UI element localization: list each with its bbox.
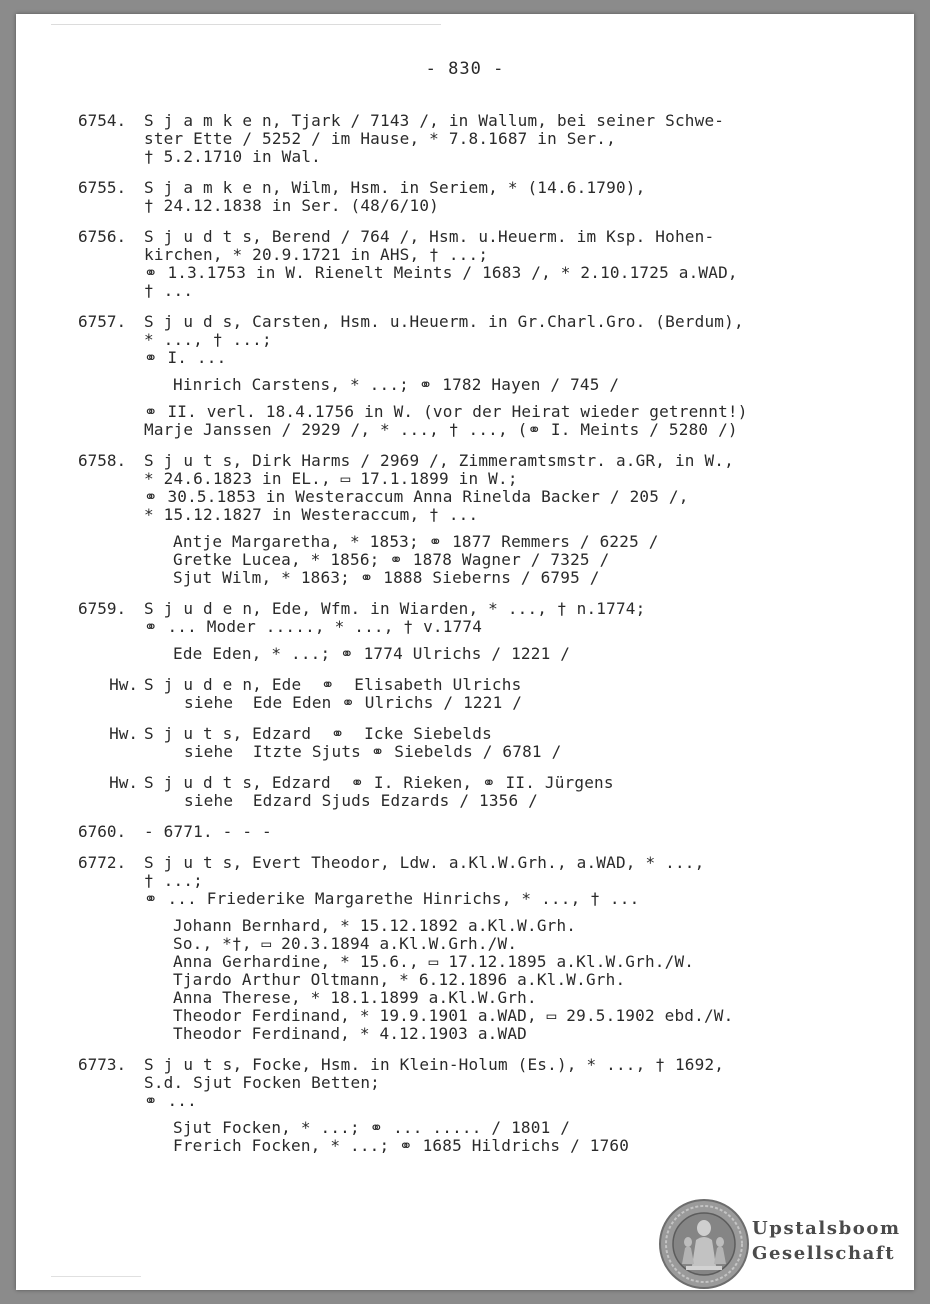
entry-line: † 5.2.1710 in Wal. — [144, 147, 321, 166]
child-line: Johann Bernhard, * 15.12.1892 a.Kl.W.Grh. — [173, 916, 577, 935]
entry-row — [78, 179, 898, 215]
entry — [78, 313, 898, 439]
entry-line: S j u d e n, Ede ⚭ Elisabeth Ulrichs — [144, 675, 522, 694]
entry — [78, 774, 898, 810]
entry-text — [144, 179, 898, 215]
entry-number: Hw. — [109, 724, 138, 743]
entry-line: S j u t s, Evert Theodor, Ldw. a.Kl.W.Grh., a.WAD, * ..., — [144, 853, 705, 872]
entry-row — [78, 823, 898, 841]
entry-line: S.d. Sjut Focken Betten; — [144, 1073, 380, 1092]
entry-line: † 24.12.1838 in Ser. (48/6/10) — [144, 196, 439, 215]
entry-number: 6760. — [78, 822, 127, 841]
entry-number: 6757. — [78, 312, 127, 331]
entry-number: 6755. — [78, 178, 127, 197]
entry — [78, 179, 898, 215]
entry — [78, 725, 898, 761]
entry-text — [144, 854, 898, 1043]
watermark-line-1: Upstalsboom — [752, 1218, 901, 1239]
entry-line: S j u d e n, Ede, Wfm. in Wiarden, * ..., † n.1774; — [144, 599, 646, 618]
entry-number: Hw. — [109, 675, 138, 694]
entry-number: 6772. — [78, 853, 127, 872]
entry-row — [78, 774, 898, 810]
entry-line: S j u d t s, Edzard ⚭ I. Rieken, ⚭ II. Jürgens — [144, 773, 614, 792]
entry-row — [78, 112, 898, 166]
entry-line: - 6771. - - - — [144, 822, 272, 841]
entry-number: 6759. — [78, 599, 127, 618]
cross-reference: siehe Itzte Sjuts ⚭ Siebelds / 6781 / — [184, 742, 562, 761]
entry — [78, 452, 898, 587]
entry-text — [144, 823, 898, 841]
child-line: Theodor Ferdinand, * 4.12.1903 a.WAD — [173, 1024, 527, 1043]
entry-line: ster Ette / 5252 / im Hause, * 7.8.1687 in Ser., — [144, 129, 616, 148]
entry-line: * 15.12.1827 in Westeraccum, † ... — [144, 505, 479, 524]
entry-line: Marje Janssen / 2929 /, * ..., † ..., (⚭ I. Meints / 5280 /) — [144, 420, 738, 439]
entry-text — [144, 112, 898, 166]
document-page — [16, 14, 914, 1290]
child-line: Gretke Lucea, * 1856; ⚭ 1878 Wagner / 7325 / — [173, 550, 610, 569]
entry-line: S j a m k e n, Tjark / 7143 /, in Wallum, bei seiner Schwe- — [144, 111, 725, 130]
entry-text — [144, 774, 898, 810]
entry-line: † ... — [144, 281, 194, 300]
entry-row — [78, 228, 898, 300]
child-line: Theodor Ferdinand, * 19.9.1901 a.WAD, ▭ 29.5.1902 ebd./W. — [173, 1006, 734, 1025]
entry-row — [78, 452, 898, 587]
entry-row — [78, 725, 898, 761]
child-line: Sjut Wilm, * 1863; ⚭ 1888 Sieberns / 6795 / — [173, 568, 600, 587]
child-line: Frerich Focken, * ...; ⚭ 1685 Hildrichs / 1760 — [173, 1136, 630, 1155]
entry-line: kirchen, * 20.9.1721 in AHS, † ...; — [144, 245, 489, 264]
entry-line: S j u d t s, Berend / 764 /, Hsm. u.Heuerm. im Ksp. Hohen- — [144, 227, 715, 246]
entry — [78, 823, 898, 841]
top-divider — [51, 24, 441, 25]
entry-number: 6756. — [78, 227, 127, 246]
entry-text — [144, 452, 898, 587]
entry-text — [144, 228, 898, 300]
entry-text — [144, 725, 898, 761]
entry-line: ⚭ I. ... — [144, 348, 227, 367]
cross-reference: siehe Edzard Sjuds Edzards / 1356 / — [184, 791, 538, 810]
child-line: Sjut Focken, * ...; ⚭ ... ..... / 1801 / — [173, 1118, 571, 1137]
child-line: Anna Gerhardine, * 15.6., ▭ 17.12.1895 a.Kl.W.Grh./W. — [173, 952, 695, 971]
watermark-line-2: Gesellschaft — [752, 1243, 896, 1264]
entry-line: * ..., † ...; — [144, 330, 272, 349]
entry-text — [144, 1056, 898, 1155]
entry-line: S j u d s, Carsten, Hsm. u.Heuerm. in Gr.Charl.Gro. (Berdum), — [144, 312, 744, 331]
entry-row — [78, 854, 898, 1043]
entry-text — [144, 313, 898, 439]
cross-reference: siehe Ede Eden ⚭ Ulrichs / 1221 / — [184, 693, 523, 712]
entry-number: 6754. — [78, 111, 127, 130]
entry — [78, 228, 898, 300]
entry — [78, 676, 898, 712]
entry-text — [144, 600, 898, 663]
entry-line: S j u t s, Dirk Harms / 2969 /, Zimmeramtsmstr. a.GR, in W., — [144, 451, 734, 470]
entry-text — [144, 676, 898, 712]
entry-line: S j u t s, Edzard ⚭ Icke Siebelds — [144, 724, 492, 743]
child-line: Antje Margaretha, * 1853; ⚭ 1877 Remmers / 6225 / — [173, 532, 659, 551]
entry-row — [78, 676, 898, 712]
entry-line: ⚭ II. verl. 18.4.1756 in W. (vor der Heirat wieder getrennt!) — [144, 402, 748, 421]
child-line: Tjardo Arthur Oltmann, * 6.12.1896 a.Kl.W.Grh. — [173, 970, 626, 989]
entry — [78, 1056, 898, 1155]
child-line: Hinrich Carstens, * ...; ⚭ 1782 Hayen / 745 / — [173, 375, 620, 394]
entry-line: ⚭ 30.5.1853 in Westeraccum Anna Rinelda Backer / 205 /, — [144, 487, 689, 506]
child-line: Anna Therese, * 18.1.1899 a.Kl.W.Grh. — [173, 988, 537, 1007]
entry-number: 6758. — [78, 451, 127, 470]
entry-row — [78, 600, 898, 663]
entry-line: ⚭ ... Moder ....., * ..., † v.1774 — [144, 617, 483, 636]
entry-line: ⚭ ... Friederike Margarethe Hinrichs, * ..., † ... — [144, 889, 640, 908]
entry — [78, 854, 898, 1043]
child-line: Ede Eden, * ...; ⚭ 1774 Ulrichs / 1221 / — [173, 644, 571, 663]
entry-line: * 24.6.1823 in EL., ▭ 17.1.1899 in W.; — [144, 469, 518, 488]
bottom-divider — [51, 1276, 141, 1277]
page-number: - 830 - — [425, 59, 505, 79]
entry-line: S j a m k e n, Wilm, Hsm. in Seriem, * (14.6.1790), — [144, 178, 646, 197]
entry — [78, 112, 898, 166]
genealogy-entries — [78, 112, 898, 1168]
entry-row — [78, 313, 898, 439]
entry — [78, 600, 898, 663]
watermark-text — [752, 1216, 901, 1266]
upstalsboom-seal-icon — [658, 1198, 750, 1290]
entry-line: S j u t s, Focke, Hsm. in Klein-Holum (Es.), * ..., † 1692, — [144, 1055, 725, 1074]
entry-line: † ...; — [144, 871, 203, 890]
entry-number: Hw. — [109, 773, 138, 792]
entry-number: 6773. — [78, 1055, 127, 1074]
child-line: So., *†, ▭ 20.3.1894 a.Kl.W.Grh./W. — [173, 934, 518, 953]
entry-row — [78, 1056, 898, 1155]
entry-line: ⚭ ... — [144, 1091, 197, 1110]
entry-line: ⚭ 1.3.1753 in W. Rienelt Meints / 1683 /, * 2.10.1725 a.WAD, — [144, 263, 738, 282]
